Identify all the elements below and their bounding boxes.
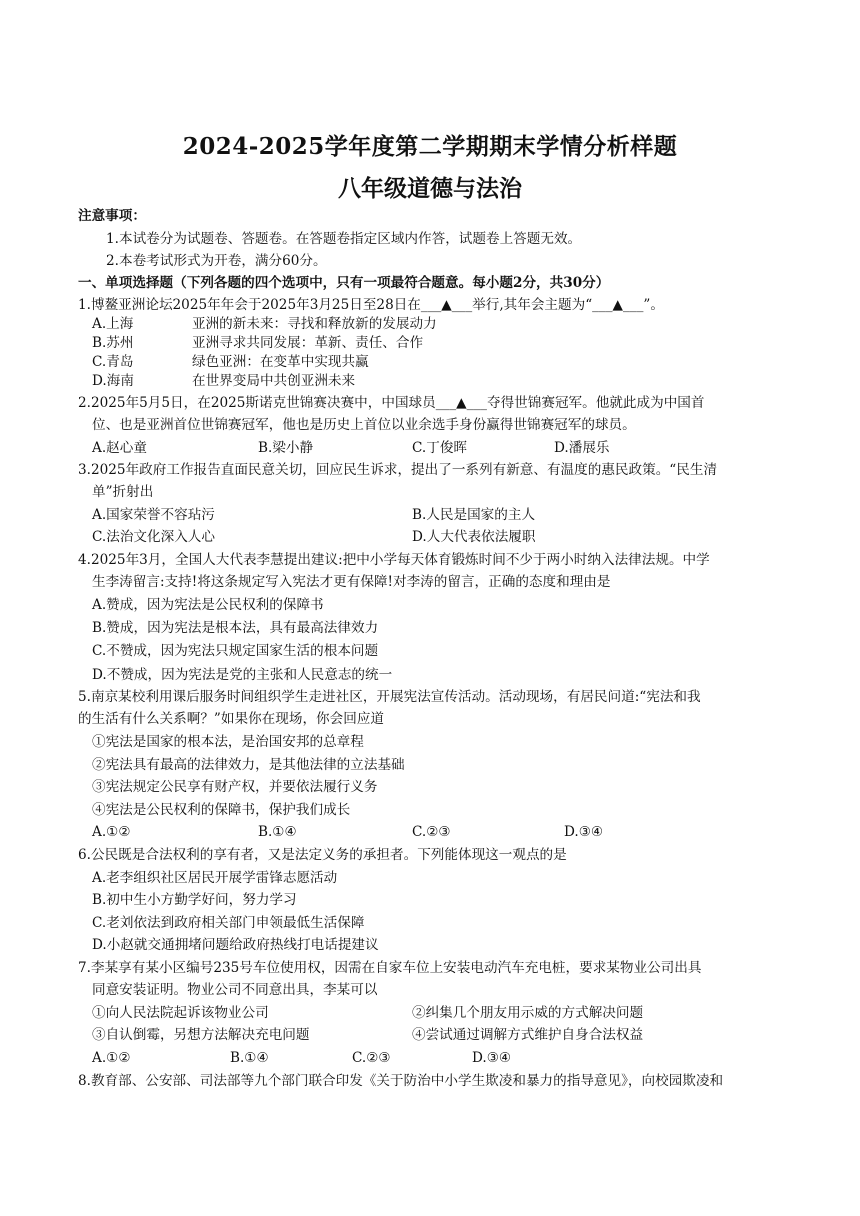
option: B.①④	[230, 1050, 269, 1066]
option: C.法治文化深入人心	[92, 529, 215, 545]
option: C.不赞成，因为宪法只规定国家生活的根本问题	[92, 643, 379, 659]
question-stem: 的生活有什么关系啊？”如果你在现场，你会回应道	[78, 711, 385, 727]
question-stem: 2.2025年5月5日，在2025斯诺克世锦赛决赛中，中国球员___▲___夺得世锦赛冠军。他就此成为中国首	[78, 395, 705, 411]
notice-item: 2.本卷考试形式为开卷，满分60分。	[106, 253, 327, 269]
question-stem: 单”折射出	[92, 484, 154, 500]
notice-item: 1.本试卷分为试题卷、答题卷。在答题卷指定区域内作答，试题卷上答题无效。	[106, 231, 582, 247]
question-stem: 5.南京某校利用课后服务时间组织学生走进社区，开展宪法宣传活动。活动现场，有居民问道:“宪法和我	[78, 689, 701, 705]
option: C.②③	[412, 824, 451, 840]
option-text: 绿色亚洲：在变革中实现共赢	[192, 354, 369, 370]
option: A.赞成，因为宪法是公民权利的保障书	[92, 597, 324, 613]
exam-subtitle: 八年级道德与法治	[338, 175, 522, 202]
option-text: 亚洲寻求共同发展：革新、责任、合作	[192, 335, 424, 351]
question-stem: 4.2025年3月，全国人大代表李慧提出建议:把中小学每天体育锻炼时间不少于两小时纳入法律法规。中学	[78, 552, 710, 568]
question-stem: 1.博鳌亚洲论坛2025年年会于2025年3月25日至28日在___▲___举行,其年会主题为“___▲___”。	[78, 297, 664, 313]
option: A.老李组织社区居民开展学雷锋志愿活动	[92, 870, 338, 886]
statement-item: ①宪法是国家的根本法，是治国安邦的总章程	[92, 734, 364, 750]
option: B.①④	[258, 824, 297, 840]
option: B.人民是国家的主人	[412, 507, 536, 523]
option: B.梁小静	[258, 440, 314, 456]
exam-title: 2024-2025学年度第二学期期末学情分析样题	[182, 133, 678, 160]
option: D.③④	[564, 824, 604, 840]
option: B.初中生小方勤学好问，努力学习	[92, 892, 297, 908]
option: D.不赞成，因为宪法是党的主张和人民意志的统一	[92, 667, 393, 683]
option: C.老刘依法到政府相关部门申领最低生活保障	[92, 915, 365, 931]
option-label: D.海南	[92, 373, 134, 389]
option: D.潘展乐	[554, 440, 610, 456]
option-text: 在世界变局中共创亚洲未来	[192, 373, 356, 389]
notice-heading: 注意事项：	[78, 208, 146, 224]
statement-item: ③宪法规定公民享有财产权，并要依法履行义务	[92, 779, 378, 795]
option: C.②③	[352, 1050, 391, 1066]
question-stem: 3.2025年政府工作报告直面民意关切，回应民生诉求，提出了一系列有新意、有温度的惠民政策。“民生清	[78, 462, 718, 478]
option-text: 亚洲的新未来：寻找和释放新的发展动力	[192, 316, 437, 332]
option: D.③④	[472, 1050, 512, 1066]
section-heading: 一、单项选择题（下列各题的四个选项中，只有一项最符合题意。每小题2分，共30分）	[78, 275, 610, 291]
question-stem: 生李涛留言:支持!将这条规定写入宪法才更有保障!对李涛的留言，正确的态度和理由是	[92, 574, 611, 590]
option-label: C.青岛	[92, 354, 134, 370]
question-stem: 同意安装证明。物业公司不同意出具，李某可以	[92, 982, 378, 998]
option: B.赞成，因为宪法是根本法，具有最高法律效力	[92, 620, 379, 636]
statement-item: ②宪法具有最高的法律效力，是其他法律的立法基础	[92, 757, 405, 773]
question-stem: 6.公民既是合法权利的享有者，又是法定义务的承担者。下列能体现这一观点的是	[78, 847, 567, 863]
option: C.丁俊晖	[412, 440, 468, 456]
question-stem: 位、也是亚洲首位世锦赛冠军，他也是历史上首位以业余选手身份赢得世锦赛冠军的球员。	[92, 417, 636, 433]
option: D.人大代表依法履职	[412, 529, 536, 545]
question-stem: 8.教育部、公安部、司法部等九个部门联合印发《关于防治中小学生欺凌和暴力的指导意见》，向校园欺凌和	[78, 1073, 724, 1089]
statement-item: ④宪法是公民权利的保障书，保护我们成长	[92, 802, 351, 818]
option-label: A.上海	[92, 316, 134, 332]
option: A.①②	[92, 824, 131, 840]
option: D.小赵就交通拥堵问题给政府热线打电话提建议	[92, 937, 379, 953]
option-label: B.苏州	[92, 335, 134, 351]
question-stem: 7.李某享有某小区编号235号车位使用权，因需在自家车位上安装电动汽车充电桩，要求某物业公司出具	[78, 960, 702, 976]
statement-item: ③自认倒霉，另想方法解决充电问题	[92, 1027, 310, 1043]
statement-item: ①向人民法院起诉该物业公司	[92, 1005, 269, 1021]
option: A.①②	[92, 1050, 131, 1066]
statement-item: ④尝试通过调解方式维护自身合法权益	[412, 1027, 644, 1043]
option: A.国家荣誉不容玷污	[92, 507, 215, 523]
statement-item: ②纠集几个朋友用示威的方式解决问题	[412, 1005, 644, 1021]
option: A.赵心童	[92, 440, 147, 456]
